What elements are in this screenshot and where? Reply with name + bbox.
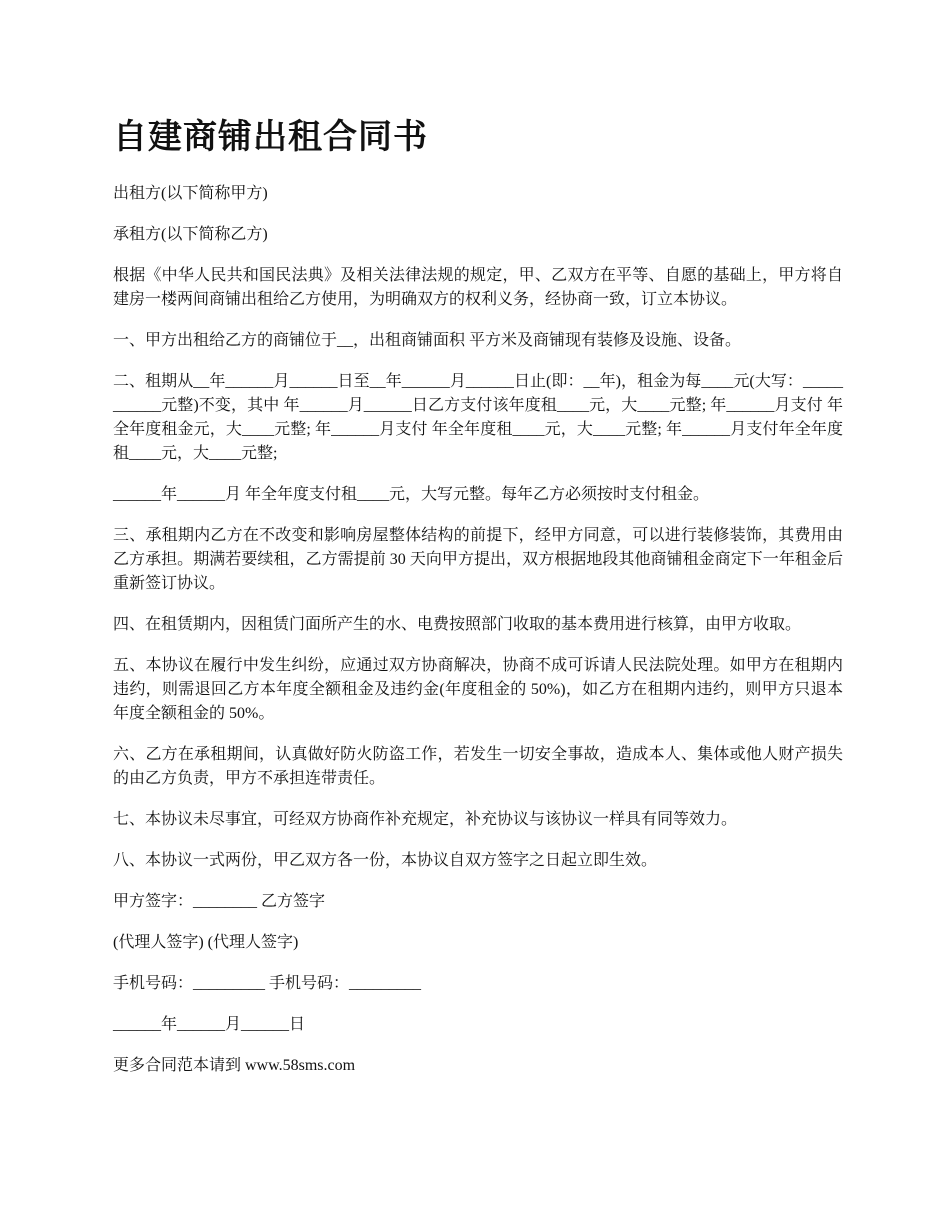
document-title: 自建商铺出租合同书 — [113, 117, 428, 157]
lessor-line: 出租方(以下简称甲方) — [113, 185, 268, 202]
clause-2-continued: ______年______月 年全年度支付租____元，大写元整。每年乙方必须按时支付租金。 — [113, 486, 710, 503]
agent-signature-line: (代理人签字) (代理人签字) — [113, 934, 299, 951]
clause-1: 一、甲方出租给乙方的商铺位于__，出租商铺面积 平方米及商铺现有装修及设施、设备。 — [113, 332, 742, 349]
preamble-paragraph: 根据《中华人民共和国民法典》及相关法律法规的规定，甲、乙双方在平等、自愿的基础上，甲方将自建房一楼两间商铺出租给乙方使用，为明确双方的权利义务，经协商一致，订立本协议。 — [113, 267, 843, 308]
date-line: ______年______月______日 — [113, 1016, 306, 1033]
clause-7: 七、本协议未尽事宜，可经双方协商作补充规定，补充协议与该协议一样具有同等效力。 — [113, 811, 738, 828]
clause-4: 四、在租赁期内，因租赁门面所产生的水、电费按照部门收取的基本费用进行核算，由甲方收取。 — [113, 616, 802, 633]
signature-line: 甲方签字：________ 乙方签字 — [113, 893, 326, 910]
clause-5: 五、本协议在履行中发生纠纷，应通过双方协商解决，协商不成可诉请人民法院处理。如甲方在租期内违约，则需退回乙方本年度全额租金及违约金(年度租金的 50%)，如乙方在租期内违约，则甲方只退本年度全额租金的 50%。 — [113, 657, 843, 722]
clause-3: 三、承租期内乙方在不改变和影响房屋整体结构的前提下，经甲方同意，可以进行装修装饰，其费用由乙方承担。期满若要续租，乙方需提前 30 天向甲方提出，双方根据地段其他商铺租金商定下一年租金后重新签订协议。 — [113, 527, 843, 592]
document-page — [113, 112, 843, 1095]
phone-line: 手机号码：_________ 手机号码：_________ — [113, 975, 422, 992]
clause-8: 八、本协议一式两份，甲乙双方各一份，本协议自双方签字之日起立即生效。 — [113, 852, 658, 869]
clause-6: 六、乙方在承租期间，认真做好防火防盗工作，若发生一切安全事故，造成本人、集体或他人财产损失的由乙方负责，甲方不承担连带责任。 — [113, 746, 843, 787]
clause-2: 二、租期从__年______月______日至__年______月______日止(即：__年)，租金为每____元(大写：___________元整)不变，其中 年______月______日乙方支付该年度租____元，大____元整; 年______月支付 年全年度租金元，大____元整; 年______月支付 年全年度租____元，大____元整; 年______月支付年全年度租____元，大____元整; — [113, 373, 843, 462]
lessee-line: 承租方(以下简称乙方) — [113, 226, 268, 243]
footer-link-text: 更多合同范本请到 www.58sms.com — [113, 1057, 356, 1074]
